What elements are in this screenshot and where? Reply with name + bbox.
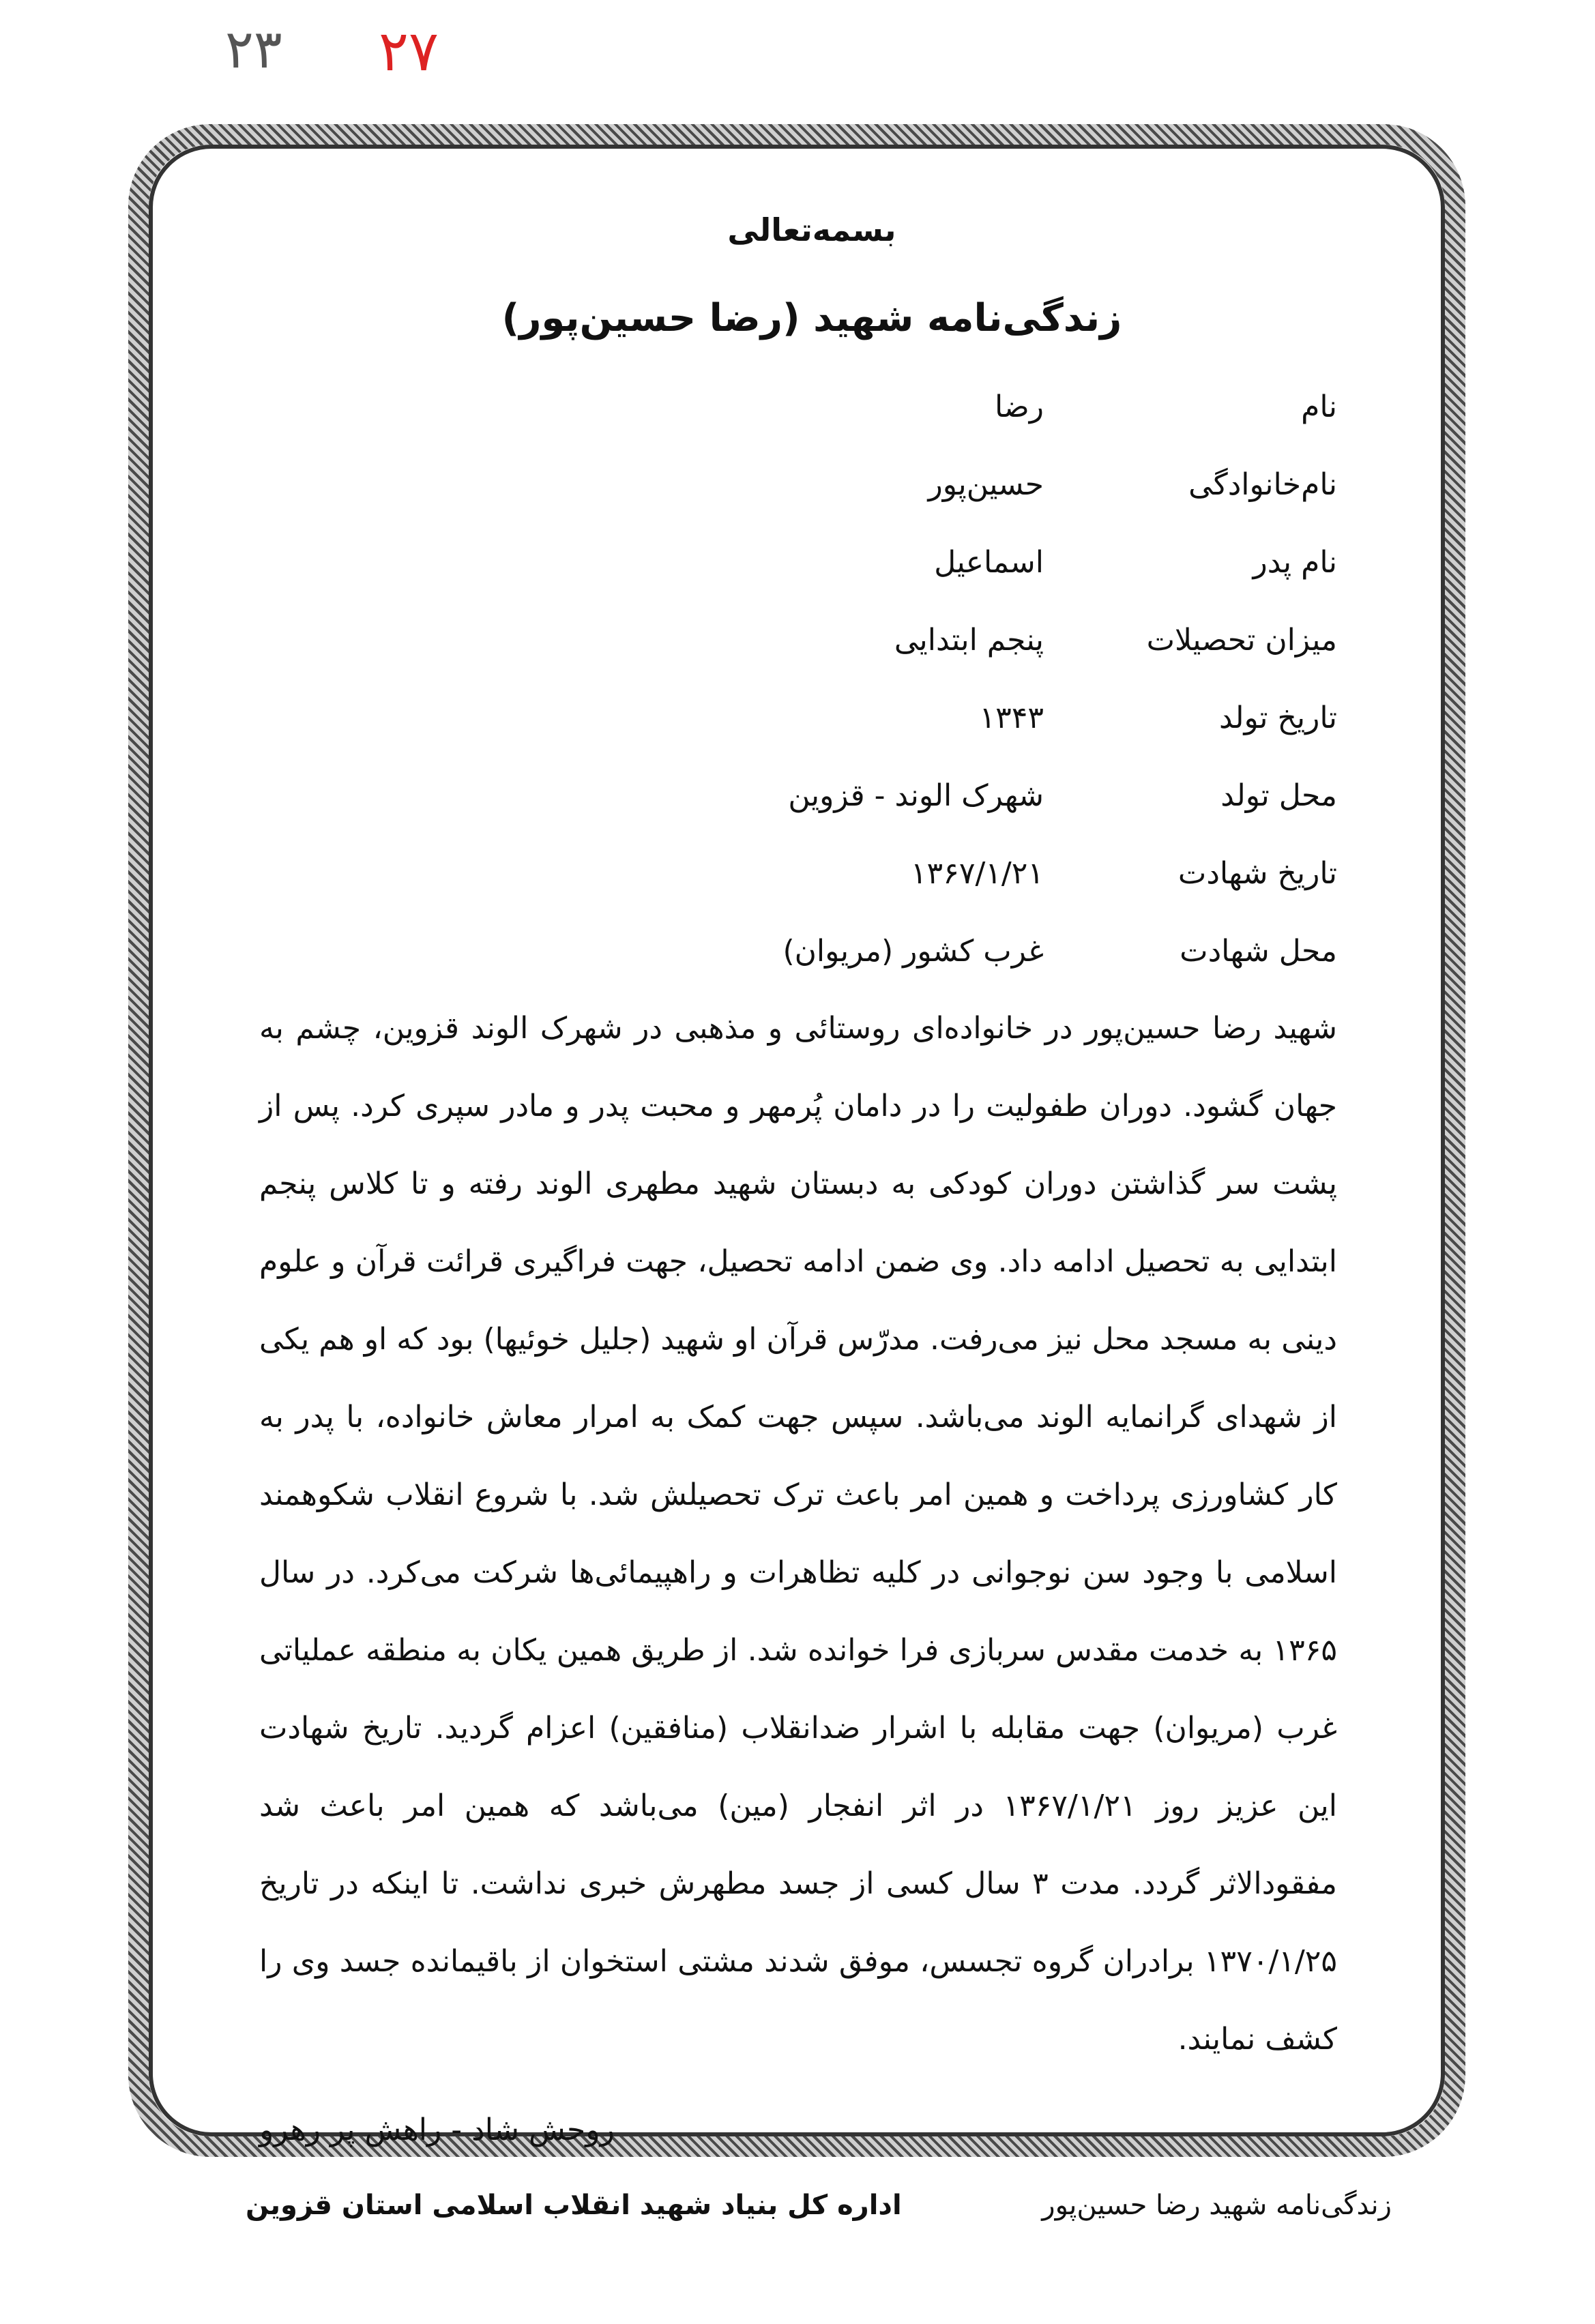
field-row-father-name bbox=[232, 523, 1337, 601]
handwritten-page-number: ۲۳ bbox=[225, 19, 282, 80]
field-row-last-name bbox=[232, 445, 1337, 523]
field-row-martyrdom-date bbox=[232, 834, 1337, 912]
field-value: رضا bbox=[994, 389, 1044, 424]
field-row-martyrdom-place bbox=[232, 912, 1337, 990]
biography-paragraph: شهید رضا حسین‌پور در خانواده‌ای روستائی و مذهبی در شهرک الوند قزوین، چشم به جهان گشود. دوران طفولیت را در دامان پُرمهر و محبت پدر و مادر سپری کرد. پس از پشت سر گذاشتن دوران کودکی به دبستان شهید مطهری الوند رفته و تا کلاس پنجم ابتدایی به تحصیل ادامه داد. وی ضمن ادامه تحصیل، جهت فراگیری قرائت قرآن و علوم دینی به مسجد محل نیز می‌رفت. مدرّس قرآن او شهید (جلیل خوئیها) بود که او هم یکی از شهدای گرانمایه الوند می‌باشد. سپس جهت کمک به امرار معاش خانواده، با پدر به کار کشاورزی پرداخت و همین امر باعث ترک تحصیلش شد. با شروع انقلاب شکوهمند اسلامی با وجود سن نوجوانی در کلیه تظاهرات و راهپیمائی‌ها شرکت می‌کرد. در سال ۱۳۶۵ به خدمت مقدس سربازی فرا خوانده شد. از طریق همین یکان به منطقه عملیاتی غرب (مریوان) جهت مقابله با اشرار ضدانقلاب (منافقین) اعزام گردید. تاریخ شهادت این عزیز روز ۱۳۶۷/۱/۲۱ در اثر انفجار (مین) می‌باشد که همین امر باعث شد مفقودالاثر گردد. مدت ۳ سال کسی از جسد مطهرش خبری نداشت. تا اینکه در تاریخ ۱۳۷۰/۱/۲۵ برادران گروه تجسس، موفق شدند مشتی استخوان از باقیمانده جسد وی را کشف نمایند. bbox=[259, 1011, 1337, 2057]
field-row-education bbox=[232, 601, 1337, 679]
red-page-number: ۲۷ bbox=[379, 19, 439, 84]
closing-text: روحش شاد - راهش پر رهرو bbox=[259, 2113, 615, 2147]
field-label: نام‌خانوادگی bbox=[1188, 467, 1337, 502]
field-value: پنجم ابتدایی bbox=[894, 622, 1044, 658]
field-row-birth-place bbox=[232, 756, 1337, 834]
field-row-birth-date bbox=[232, 679, 1337, 756]
field-label: محل شهادت bbox=[1180, 933, 1337, 969]
document-title: زندگی‌نامه شهید (رضا حسین‌پور) bbox=[501, 296, 1122, 340]
personal-info-fields bbox=[232, 368, 1392, 990]
field-label: تاریخ تولد bbox=[1218, 700, 1337, 735]
field-label: محل تولد bbox=[1220, 778, 1337, 813]
field-label: نام پدر bbox=[1253, 544, 1337, 580]
field-value: شهرک الوند - قزوین bbox=[788, 778, 1044, 813]
field-label: تاریخ شهادت bbox=[1177, 855, 1337, 891]
field-row-first-name bbox=[232, 368, 1337, 445]
field-value: اسماعیل bbox=[934, 544, 1044, 580]
footer-organization: اداره کل بنیاد شهید انقلاب اسلامی استان قزوین bbox=[246, 2190, 902, 2221]
document-body bbox=[232, 191, 1392, 2147]
field-value: غرب کشور (مریوان) bbox=[782, 933, 1044, 969]
field-value: ۱۳۶۷/۱/۲۱ bbox=[910, 855, 1044, 891]
page-footer bbox=[246, 2190, 1392, 2221]
footer-document-name: زندگی‌نامه شهید رضا حسین‌پور bbox=[1042, 2190, 1392, 2221]
field-value: ۱۳۴۳ bbox=[979, 700, 1044, 735]
document-header: بسمه‌تعالی bbox=[727, 211, 896, 248]
field-label: میزان تحصیلات bbox=[1146, 622, 1337, 658]
closing-line bbox=[232, 2113, 1392, 2147]
field-label: نام bbox=[1301, 389, 1337, 424]
field-value: حسین‌پور bbox=[928, 467, 1044, 502]
